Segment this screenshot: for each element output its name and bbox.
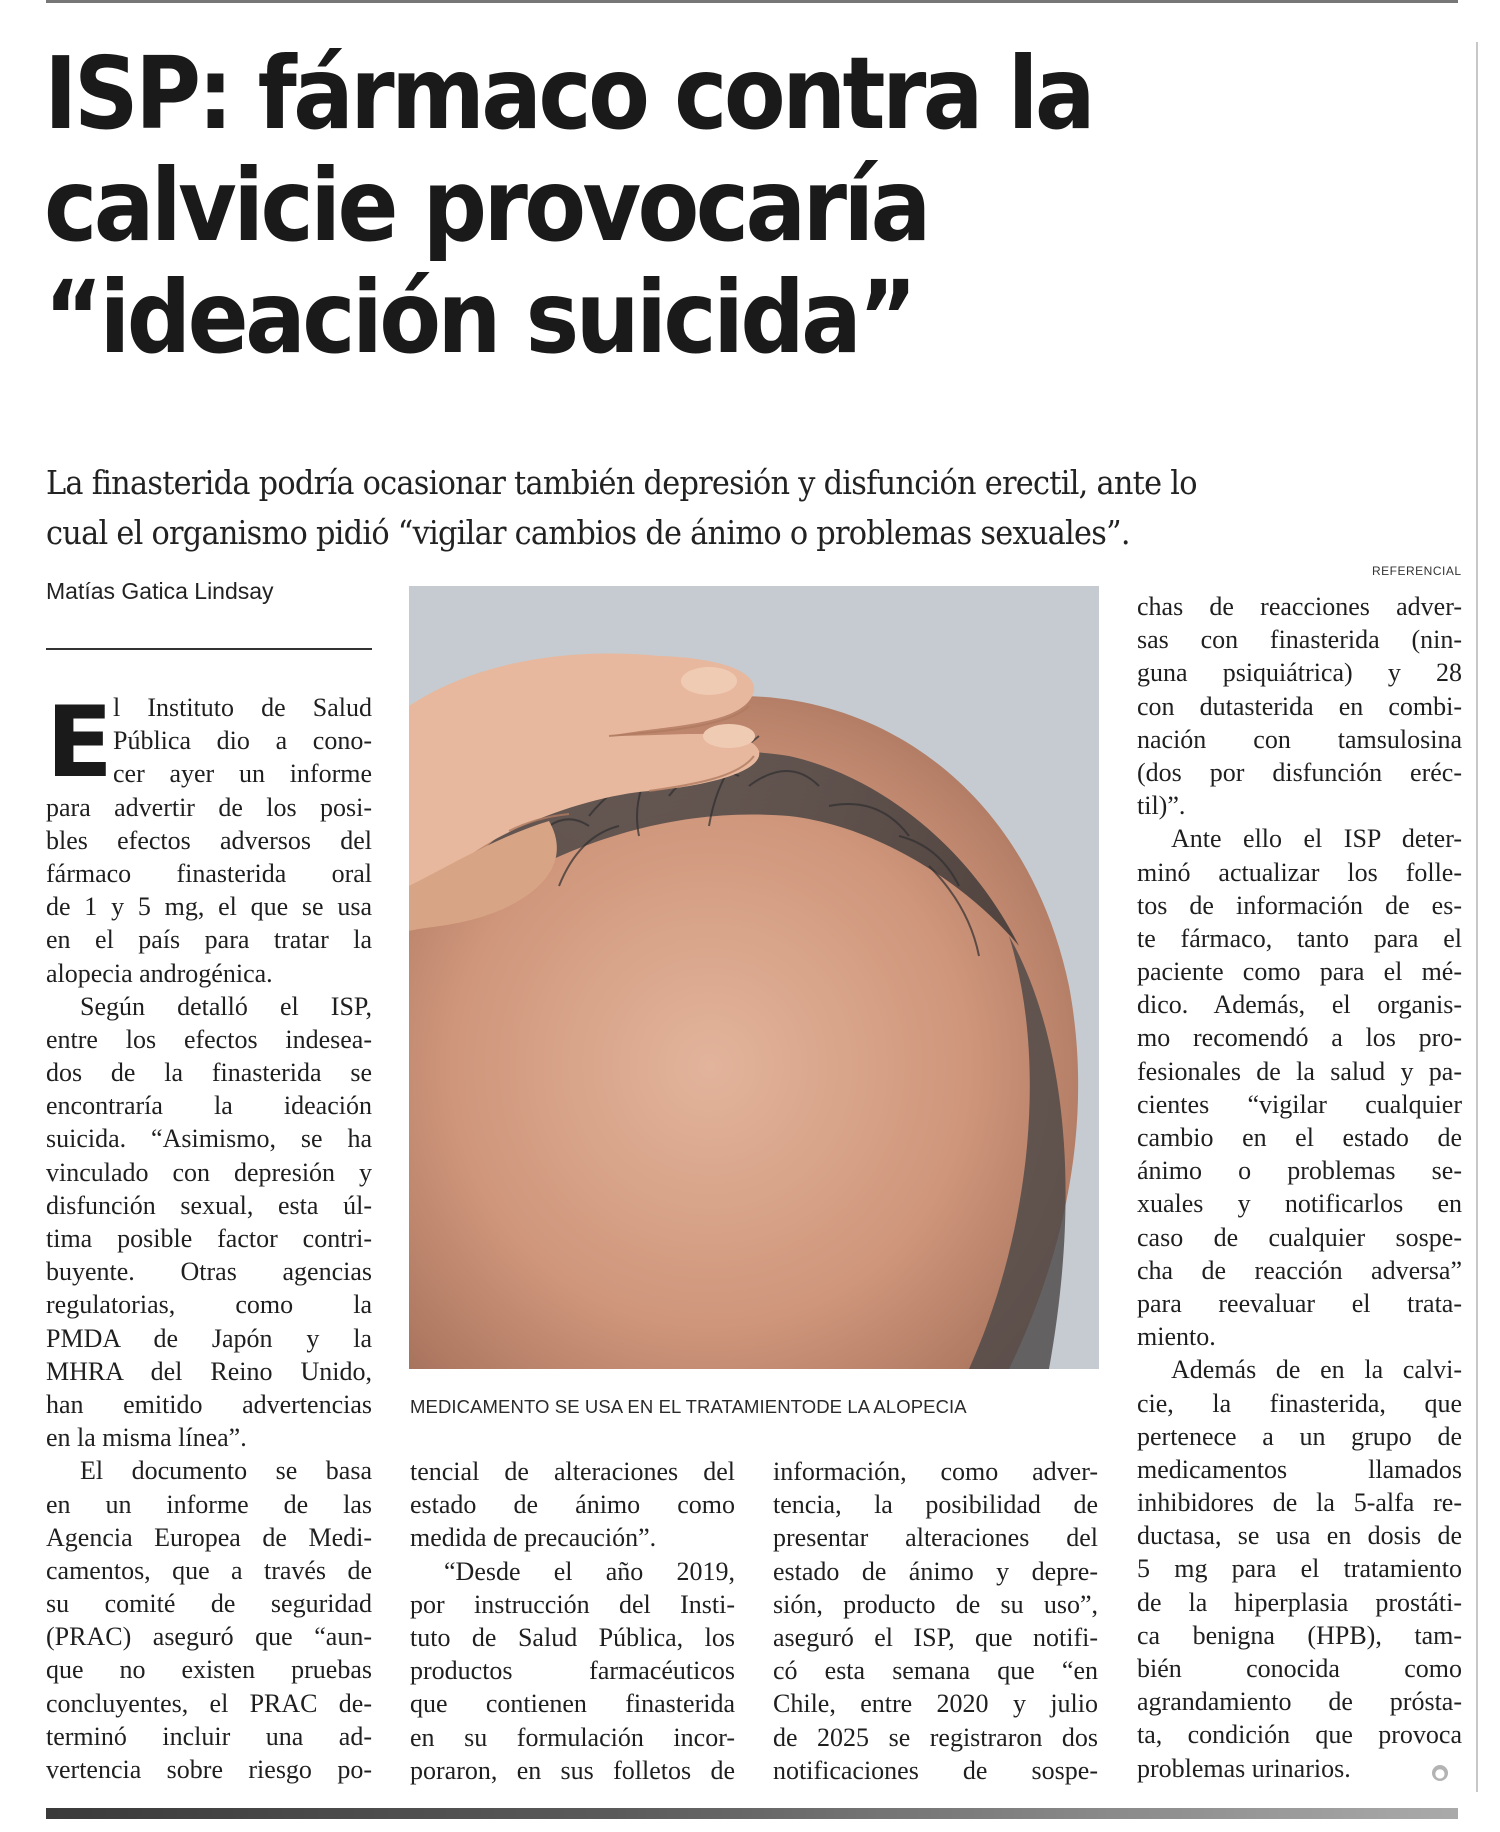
- column-4: [1137, 590, 1462, 1785]
- text-line: (dos por disfunción eréc-: [1137, 757, 1462, 787]
- text-line: buyente. Otras agencias: [46, 1257, 372, 1287]
- text-line: en un informe de las: [46, 1489, 372, 1519]
- text-line: (PRAC) aseguró que “aun-: [46, 1622, 372, 1652]
- text-line: entre los efectos indesea-: [46, 1024, 372, 1054]
- text-line: cie, la finasterida, que: [1137, 1388, 1462, 1418]
- text-line: vinculado con depresión y: [46, 1157, 372, 1187]
- text-line: caso de cualquier sospe-: [1137, 1222, 1462, 1252]
- text-line: inhibidores de la 5-alfa re-: [1137, 1488, 1462, 1518]
- subheadline-line: La finasterida podría ocasionar también depresión y disfunción erectil, ante lo: [46, 463, 1197, 502]
- text-line: til)”.: [1137, 791, 1186, 821]
- text-line: para reevaluar el trata-: [1137, 1288, 1462, 1318]
- subheadline-line: cual el organismo pidió “vigilar cambios de ánimo o problemas sexuales”.: [46, 513, 1130, 552]
- text-line: notificaciones de sospe-: [773, 1755, 1098, 1785]
- subheadline: [46, 458, 1334, 558]
- text-line: ánimo o problemas se-: [1137, 1156, 1462, 1186]
- text-line: concluyentes, el PRAC de-: [46, 1688, 372, 1718]
- text-line: Además de en la calvi-: [1171, 1355, 1462, 1385]
- balding-head-illustration: [409, 586, 1099, 1369]
- text-line: paciente como para el mé-: [1137, 957, 1462, 987]
- column-edge-rule: [1476, 42, 1478, 1792]
- text-line: tima posible factor contri-: [46, 1224, 372, 1254]
- text-line: pertenece a un grupo de: [1137, 1421, 1462, 1451]
- text-line: Ante ello el ISP deter-: [1171, 824, 1462, 854]
- text-line: MHRA del Reino Unido,: [46, 1356, 372, 1386]
- text-line: ta, condición que provoca: [1137, 1720, 1462, 1750]
- text-line: en el país para tratar la: [46, 925, 372, 955]
- text-line: l Instituto de Salud: [113, 693, 372, 722]
- text-line: nación con tamsulosina: [1137, 724, 1462, 754]
- text-line: estado de ánimo como: [410, 1490, 735, 1520]
- text-line: de la hiperplasia prostáti-: [1137, 1587, 1462, 1617]
- text-line: camentos, que a través de: [46, 1555, 372, 1585]
- text-line: información, como adver-: [773, 1457, 1098, 1486]
- text-line: cer ayer un informe: [113, 759, 372, 789]
- text-line: cha de reacción adversa”: [1137, 1255, 1462, 1285]
- text-line: en su formulación incor-: [410, 1722, 735, 1752]
- text-line: dos de la finasterida se: [46, 1058, 372, 1088]
- text-line: alopecia androgénica.: [46, 958, 273, 988]
- text-line: encontraría la ideación: [46, 1091, 372, 1121]
- text-line: xuales y notificarlos en: [1137, 1189, 1462, 1219]
- text-line: ca benigna (HPB), tam-: [1137, 1620, 1462, 1650]
- drop-cap: E: [46, 686, 113, 800]
- text-line: de 1 y 5 mg, el que se usa: [46, 892, 372, 922]
- text-line: guna psiquiátrica) y 28: [1137, 658, 1462, 688]
- text-line: dico. Además, el organis-: [1137, 990, 1462, 1020]
- text-line: El documento se basa: [80, 1456, 372, 1486]
- text-line: que contienen finasterida: [410, 1689, 735, 1719]
- text-line: tencial de alteraciones del: [410, 1457, 735, 1486]
- text-line: su comité de seguridad: [46, 1589, 372, 1619]
- text-line: “Desde el año 2019,: [444, 1556, 735, 1586]
- text-line: PMDA de Japón y la: [46, 1323, 372, 1353]
- text-line: sas con finasterida (nin-: [1137, 625, 1462, 655]
- text-line: medida de precaución”.: [410, 1523, 657, 1553]
- text-line: tencia, la posibilidad de: [773, 1490, 1098, 1520]
- text-line: disfunción sexual, esta úl-: [46, 1190, 372, 1220]
- text-line: Según detalló el ISP,: [80, 991, 372, 1021]
- column-2: [410, 1455, 735, 1787]
- text-line: con dutasterida en combi-: [1137, 691, 1462, 721]
- text-line: tos de información de es-: [1137, 890, 1462, 920]
- byline-rule: [46, 648, 372, 650]
- text-line: cientes “vigilar cualquier: [1137, 1089, 1462, 1119]
- text-line: estado de ánimo y depre-: [773, 1556, 1098, 1586]
- text-line: minó actualizar los folle-: [1137, 857, 1462, 887]
- text-line: para advertir de los posi-: [46, 792, 372, 822]
- text-line: que no existen pruebas: [46, 1655, 372, 1685]
- text-line: problemas urinarios.: [1137, 1753, 1351, 1783]
- text-line: fármaco finasterida oral: [46, 858, 372, 888]
- text-line: han emitido advertencias: [46, 1389, 372, 1419]
- headline-line: “ideación suicida”: [44, 259, 914, 376]
- byline: Matías Gatica Lindsay: [46, 578, 274, 604]
- headline: [44, 35, 1304, 376]
- text-line: ductasa, se usa en dosis de: [1137, 1521, 1462, 1551]
- text-line: bién conocida como: [1137, 1654, 1462, 1683]
- text-line: terminó incluir una ad-: [46, 1721, 372, 1751]
- headline-line: calvicie provocaría: [44, 147, 928, 264]
- text-line: fesionales de la salud y pa-: [1137, 1056, 1462, 1086]
- text-line: presentar alteraciones del: [773, 1523, 1098, 1553]
- text-line: bles efectos adversos del: [46, 825, 372, 855]
- text-line: de 2025 se registraron dos: [773, 1722, 1098, 1752]
- text-line: medicamentos llamados: [1137, 1454, 1462, 1484]
- column-3: [773, 1455, 1098, 1787]
- text-line: regulatorias, como la: [46, 1290, 372, 1320]
- text-line: tuto de Salud Pública, los: [410, 1622, 735, 1652]
- photo-caption: MEDICAMENTO SE USA EN EL TRATAMIENTODE LA ALOPECIA: [410, 1396, 967, 1417]
- bottom-rule: [46, 1808, 1458, 1819]
- text-line: suicida. “Asimismo, se ha: [46, 1124, 372, 1154]
- headline-line: ISP: fármaco contra la: [44, 35, 1093, 152]
- text-line: en la misma línea”.: [46, 1423, 247, 1453]
- end-of-article-icon: ●: [1432, 1765, 1448, 1781]
- text-line: có esta semana que “en: [773, 1656, 1098, 1686]
- text-line: mo recomendó a los pro-: [1137, 1023, 1462, 1053]
- text-line: te fármaco, tanto para el: [1137, 923, 1462, 953]
- text-line: miento.: [1137, 1322, 1216, 1352]
- text-line: Chile, entre 2020 y julio: [773, 1689, 1098, 1719]
- column-1-lead: [113, 691, 372, 791]
- article-photo: [409, 586, 1099, 1369]
- text-line: chas de reacciones adver-: [1137, 592, 1462, 621]
- text-line: agrandamiento de prósta-: [1137, 1687, 1462, 1717]
- text-line: Agencia Europea de Medi-: [46, 1522, 372, 1552]
- text-line: vertencia sobre riesgo po-: [46, 1755, 372, 1785]
- text-line: por instrucción del Insti-: [410, 1589, 735, 1619]
- text-line: 5 mg para el tratamiento: [1137, 1554, 1462, 1584]
- text-line: poraron, en sus folletos de: [410, 1755, 735, 1785]
- column-1: [46, 791, 372, 1787]
- photo-credit: REFERENCIAL: [1372, 564, 1462, 578]
- text-line: sión, producto de su uso”,: [773, 1589, 1098, 1619]
- text-line: cambio en el estado de: [1137, 1123, 1462, 1152]
- text-line: productos farmacéuticos: [410, 1656, 735, 1686]
- text-line: Pública dio a cono-: [113, 726, 372, 756]
- text-line: aseguró el ISP, que notifi-: [773, 1622, 1098, 1652]
- top-rule: [46, 0, 1458, 3]
